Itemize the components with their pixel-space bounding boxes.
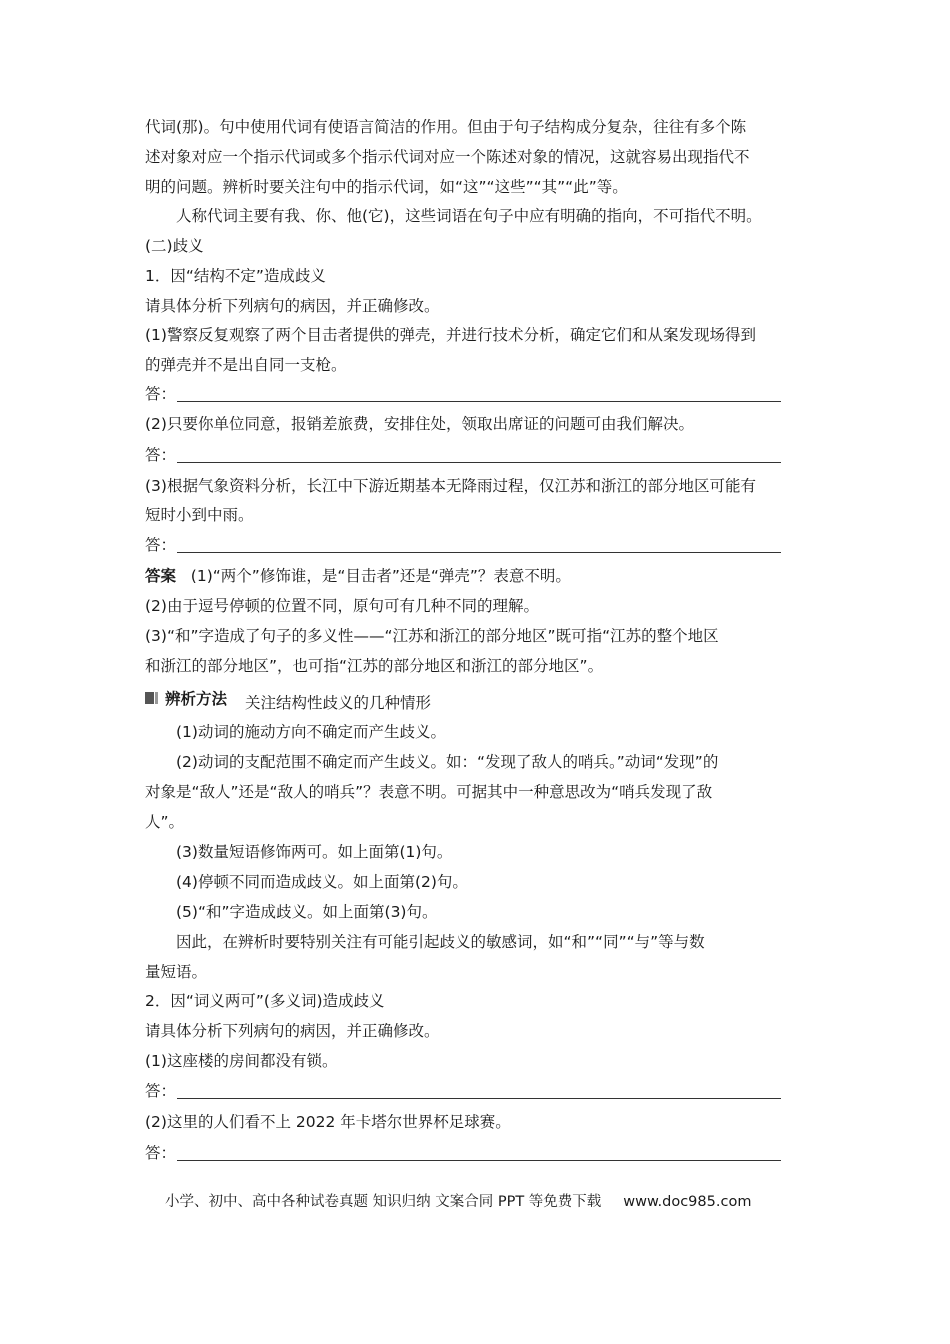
paragraph-line: 代词(那)。句中使用代词有使语言简洁的作用。但由于句子结构成分复杂，往往有多个陈: [145, 118, 747, 136]
question-line: (1)警察反复观察了两个目击者提供的弹壳，并进行技术分析，确定它们和从案发现场得到: [145, 326, 756, 344]
answer-underline: [177, 462, 781, 463]
page-footer: [165, 1192, 751, 1212]
method-item: (4)停顿不同而造成歧义。如上面第(2)句。: [176, 873, 468, 891]
answer-blank[interactable]: [145, 445, 781, 465]
method-title: 关注结构性歧义的几种情形: [245, 694, 432, 712]
answer-underline: [177, 401, 781, 402]
question-line: (1)这座楼的房间都没有锁。: [145, 1052, 338, 1070]
answer-line: (3)“和”字造成了句子的多义性——“江苏和浙江的部分地区”既可指“江苏的整个地区: [145, 627, 719, 645]
answer-blank[interactable]: [145, 1143, 781, 1163]
answer-line: 和浙江的部分地区”，也可指“江苏的部分地区和浙江的部分地区”。: [145, 657, 604, 675]
question-line: (2)只要你单位同意，报销差旅费，安排住处，领取出席证的问题可由我们解决。: [145, 415, 694, 433]
question-line: 短时小到中雨。: [145, 506, 254, 524]
answer-underline: [177, 1098, 781, 1099]
answer-line: (2)由于逗号停顿的位置不同，原句可有几种不同的理解。: [145, 597, 539, 615]
answer-blank[interactable]: [145, 1081, 781, 1101]
paragraph-line: 述对象对应一个指示代词或多个指示代词对应一个陈述对象的情况，这就容易出现指代不: [145, 148, 750, 166]
question-line: (3)根据气象资料分析，长江中下游近期基本无降雨过程，仅江苏和浙江的部分地区可能有: [145, 477, 756, 495]
answer-prompt: 答：: [145, 1082, 177, 1100]
paragraph-line: 明的问题。辨析时要关注句中的指示代词，如“这”“这些”“其”“此”等。: [145, 178, 628, 196]
method-heading: [145, 687, 432, 712]
subheading: 1．因“结构不定”造成歧义: [145, 267, 326, 285]
method-item: 对象是“敌人”还是“敌人的哨兵”？表意不明。可据其中一种意思改为“哨兵发现了敌: [145, 783, 713, 801]
answer-prompt: 答：: [145, 536, 177, 554]
method-item: 人”。: [145, 813, 185, 831]
method-item: (3)数量短语修饰两可。如上面第(1)句。: [176, 843, 453, 861]
method-label: 辨析方法: [165, 690, 228, 708]
answer-blank[interactable]: [145, 535, 781, 555]
method-item: (2)动词的支配范围不确定而产生歧义。如：“发现了敌人的哨兵。”动词“发现”的: [176, 753, 719, 771]
answer-underline: [177, 1160, 781, 1161]
section-heading: (二)歧义: [145, 237, 204, 255]
subheading: 2．因“词义两可”(多义词)造成歧义: [145, 992, 385, 1010]
question-line: (2)这里的人们看不上 2022 年卡塔尔世界杯足球赛。: [145, 1113, 511, 1131]
answer-line: [145, 566, 571, 586]
answer-text: (1)“两个”修饰谁，是“目击者”还是“弹壳”？表意不明。: [190, 567, 571, 585]
method-item: (5)“和”字造成歧义。如上面第(3)句。: [176, 903, 438, 921]
method-item: (1)动词的施动方向不确定而产生歧义。: [176, 723, 446, 741]
instruction-text: 请具体分析下列病句的病因，并正确修改。: [145, 297, 440, 315]
answer-underline: [177, 552, 781, 553]
question-line: 的弹壳并不是出自同一支枪。: [145, 356, 347, 374]
book-icon: [145, 691, 159, 705]
answer-blank[interactable]: [145, 384, 781, 404]
method-item: 因此，在辨析时要特别关注有可能引起歧义的敏感词，如“和”“同”“与”等与数: [176, 933, 705, 951]
method-item: 量短语。: [145, 963, 208, 981]
footer-text: 小学、初中、高中各种试卷真题 知识归纳 文案合同 PPT 等免费下载: [165, 1194, 602, 1210]
answer-prompt: 答：: [145, 1144, 177, 1162]
answer-prompt: 答：: [145, 446, 177, 464]
footer-site-link[interactable]: www.doc985.com: [623, 1194, 752, 1210]
paragraph-line: 人称代词主要有我、你、他(它)，这些词语在句子中应有明确的指向，不可指代不明。: [176, 207, 762, 225]
instruction-text: 请具体分析下列病句的病因，并正确修改。: [145, 1022, 440, 1040]
answer-prompt: 答：: [145, 385, 177, 403]
answer-label: 答案: [145, 567, 177, 585]
